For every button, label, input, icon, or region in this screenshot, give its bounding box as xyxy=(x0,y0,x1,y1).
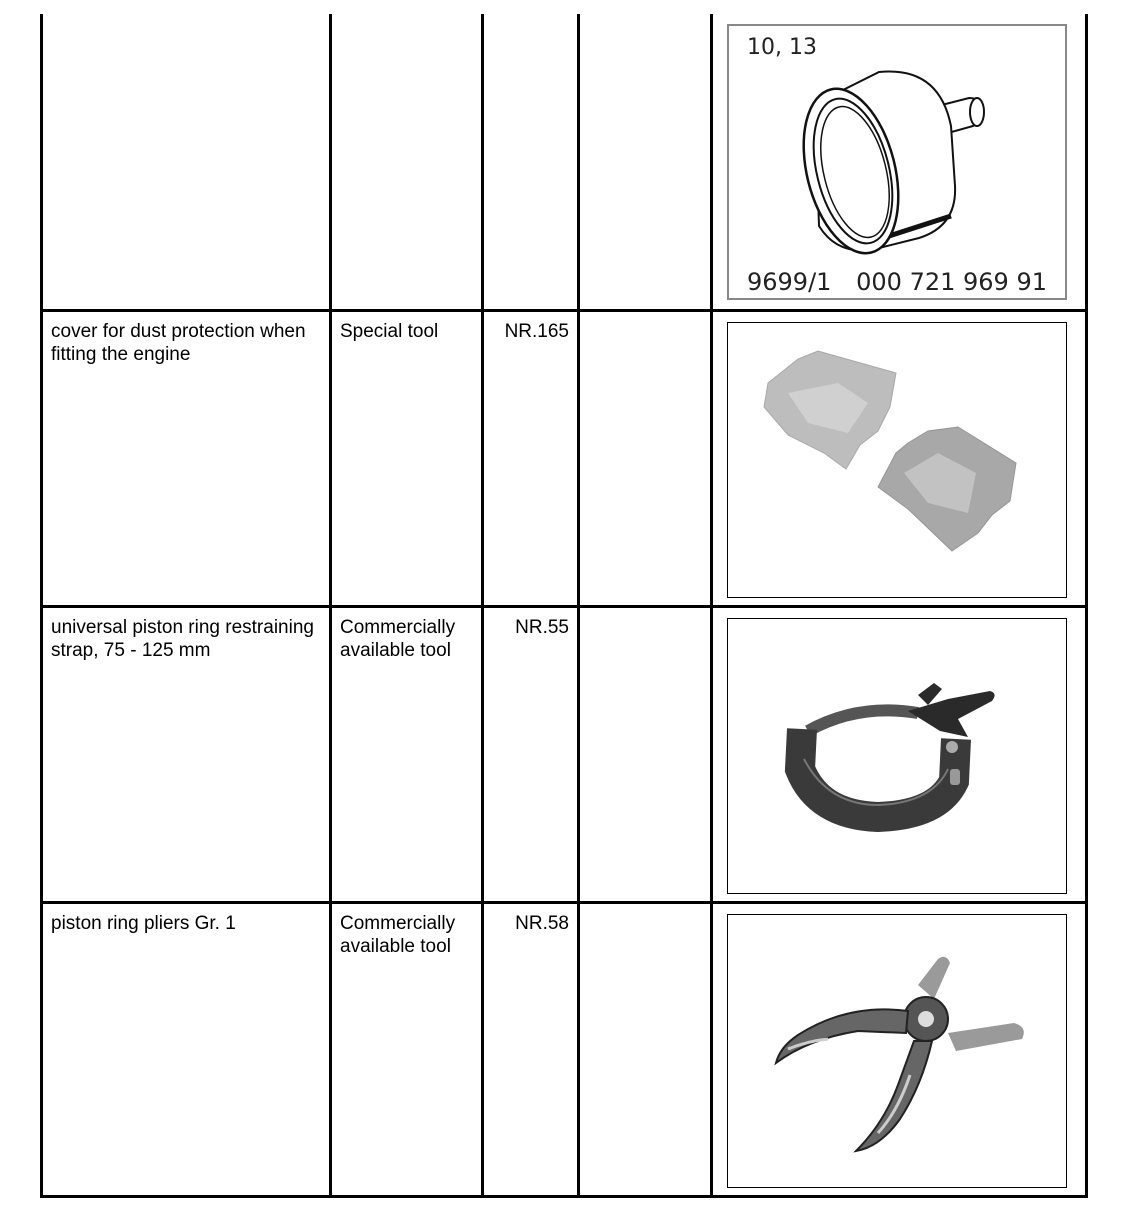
tool-image xyxy=(727,24,1067,300)
tool-image xyxy=(727,618,1067,894)
note-cell xyxy=(579,606,712,902)
note-cell xyxy=(579,902,712,1196)
number-cell xyxy=(483,14,579,310)
type-cell: Commercially available tool xyxy=(331,902,483,1196)
description-cell xyxy=(42,14,331,310)
table-row xyxy=(42,606,1087,902)
callout-label: 10, 13 xyxy=(747,35,817,60)
dust-cover-icon xyxy=(728,323,1068,599)
type-cell: Commercially available tool xyxy=(331,606,483,902)
description-cell: universal piston ring restraining strap, 75 - 125 mm xyxy=(42,606,331,902)
pressing-tool-icon xyxy=(729,26,1069,302)
type-cell xyxy=(331,14,483,310)
image-cell xyxy=(712,606,1087,902)
tool-image xyxy=(727,914,1067,1188)
description-cell: piston ring pliers Gr. 1 xyxy=(42,902,331,1196)
number-cell: NR.55 xyxy=(483,606,579,902)
image-cell xyxy=(712,310,1087,606)
callout-label: 000 721 969 91 xyxy=(856,268,1047,296)
tools-table xyxy=(40,14,1088,1198)
number-cell: NR.58 xyxy=(483,902,579,1196)
type-cell: Special tool xyxy=(331,310,483,606)
tool-image xyxy=(727,322,1067,598)
table-row xyxy=(42,310,1087,606)
note-cell xyxy=(579,14,712,310)
number-cell: NR.165 xyxy=(483,310,579,606)
piston-ring-pliers-icon xyxy=(728,915,1068,1189)
table-row xyxy=(42,14,1087,310)
callout-label: 9699/1 xyxy=(747,268,832,296)
image-cell xyxy=(712,902,1087,1196)
table-row xyxy=(42,902,1087,1196)
piston-ring-strap-icon xyxy=(728,619,1068,895)
description-cell: cover for dust protection when fitting the engine xyxy=(42,310,331,606)
note-cell xyxy=(579,310,712,606)
image-cell xyxy=(712,14,1087,310)
